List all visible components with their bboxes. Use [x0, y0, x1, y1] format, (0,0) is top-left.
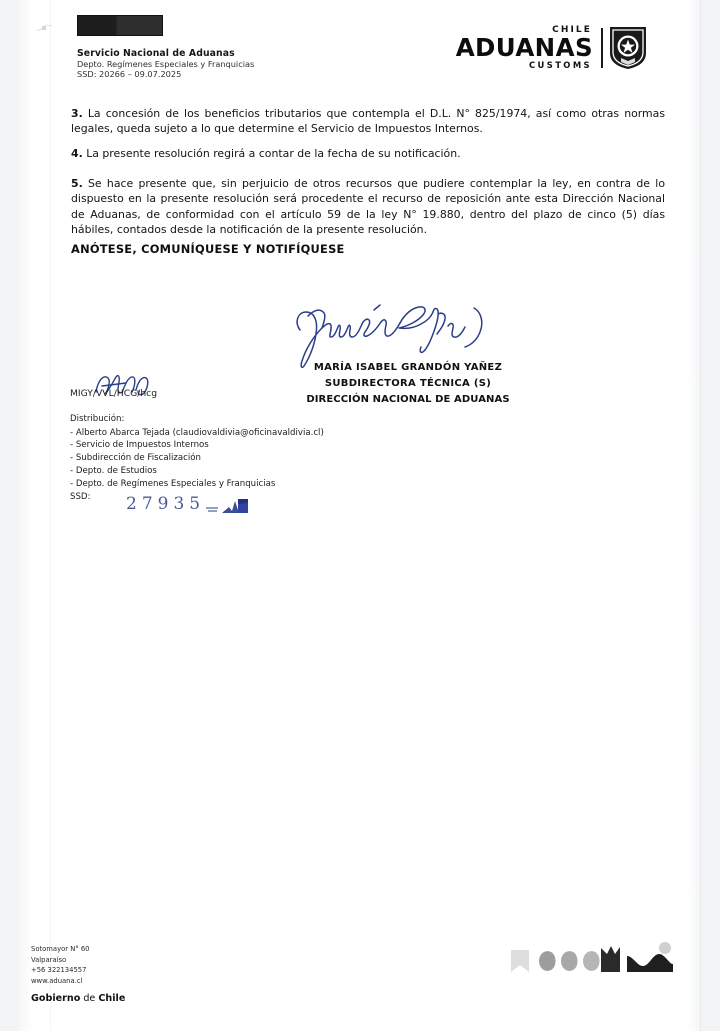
aduanas-logo-customs-text: CUSTOMS: [529, 60, 592, 71]
gobierno-word: Gobierno: [31, 993, 81, 1004]
paragraph-5-text: Se hace presente que, sin perjuicio de otros recursos que pudiere contemplar la ley, en contra de lo dispuesto en la presente resolución será procedente el recurso de reposición ante esta Dirección Nacional de Aduanas, de conformidad con el artículo 59 de la ley N° 19.880, dentro del plazo de cinco (5) días hábiles, contados desde la notificación de la presente resolución.: [71, 177, 665, 237]
paragraph-5-number: 5.: [71, 177, 83, 190]
footer-street: Sotomayor N° 60: [31, 945, 90, 953]
footer-phone: +56 322134557: [31, 966, 87, 975]
scan-fold-line-right: [700, 0, 701, 1031]
scan-speck-artifact: [36, 22, 54, 36]
distribution-item: - Subdirección de Fiscalización: [70, 453, 201, 464]
aduanas-wordmark: [456, 26, 593, 70]
paragraph-4-text: La presente resolución regirá a contar de la fecha de su notificación.: [86, 147, 461, 160]
signature-name-block: [283, 360, 533, 409]
distribution-item: - Depto. de Regímenes Especiales y Franquicias: [70, 478, 276, 489]
paragraph-3-number: 3.: [71, 107, 83, 120]
paragraph-4-number: 4.: [71, 147, 83, 160]
footer-address: [31, 944, 90, 986]
scan-fold-line-left: [50, 0, 51, 1031]
distribution-item: - Depto. de Estudios: [70, 465, 157, 476]
distribution-title: Distribución:: [70, 414, 125, 424]
distribution-item: - Servicio de Impuestos Internos: [70, 440, 209, 451]
footer-website[interactable]: www.aduana.cl: [31, 976, 83, 985]
aduanas-logo-chile-text: CHILE: [552, 25, 592, 36]
distribution-item: - Alberto Abarca Tejada (claudiovaldivia@oficinavaldivia.cl): [70, 427, 324, 438]
sheet-left-shading: [18, 0, 32, 1031]
signatory-position: SUBDIRECTORA TÉCNICA (S): [324, 378, 492, 390]
customs-shield-icon: [608, 25, 648, 71]
footer-city: Valparaíso: [31, 955, 67, 964]
ssd-stamp-ink-mark: [205, 495, 251, 517]
paragraph-5: [71, 176, 665, 238]
aduanas-logo: [456, 25, 648, 71]
closing-formula: ANÓTESE, COMUNÍQUESE Y NOTIFÍQUESE: [71, 242, 345, 256]
aduanas-logo-main-text: ADUANAS: [455, 33, 593, 63]
paragraph-3: [71, 106, 665, 137]
paragraph-3-text: La concesión de los beneficios tributarios que contempla el D.L. N° 825/1974, así como otras normas legales, queda sujeto a lo que determine el Servicio de Impuestos Internos.: [71, 107, 666, 136]
handwritten-signature: [288, 292, 488, 370]
distribution-block: [70, 413, 324, 490]
organization-department: Depto. Regímenes Especiales y Franquicias: [77, 59, 255, 70]
gobierno-de-chile-logo: [507, 940, 677, 980]
signatory-institution: DIRECCIÓN NACIONAL DE ADUANAS: [306, 394, 510, 406]
aduanas-logo-divider: [601, 28, 603, 68]
ssd-stamp-number: 27935: [126, 494, 206, 514]
drafter-initials: MIGY/VVL/HCG/hcg: [70, 388, 158, 399]
organization-ssd-reference: SSD: 20266 – 09.07.2025: [77, 69, 182, 80]
gobierno-de-chile-text: [31, 993, 125, 1004]
signatory-name: MARÍA ISABEL GRANDÓN YAÑEZ: [313, 362, 503, 373]
ssd-stamp-label: SSD:: [70, 492, 91, 502]
paragraph-4: [71, 146, 665, 161]
redacted-logo-bar: [77, 15, 163, 36]
organization-name: Servicio Nacional de Aduanas: [77, 48, 235, 59]
chile-word: Chile: [98, 993, 126, 1004]
organization-header: [77, 48, 254, 79]
de-word: de: [80, 993, 99, 1004]
